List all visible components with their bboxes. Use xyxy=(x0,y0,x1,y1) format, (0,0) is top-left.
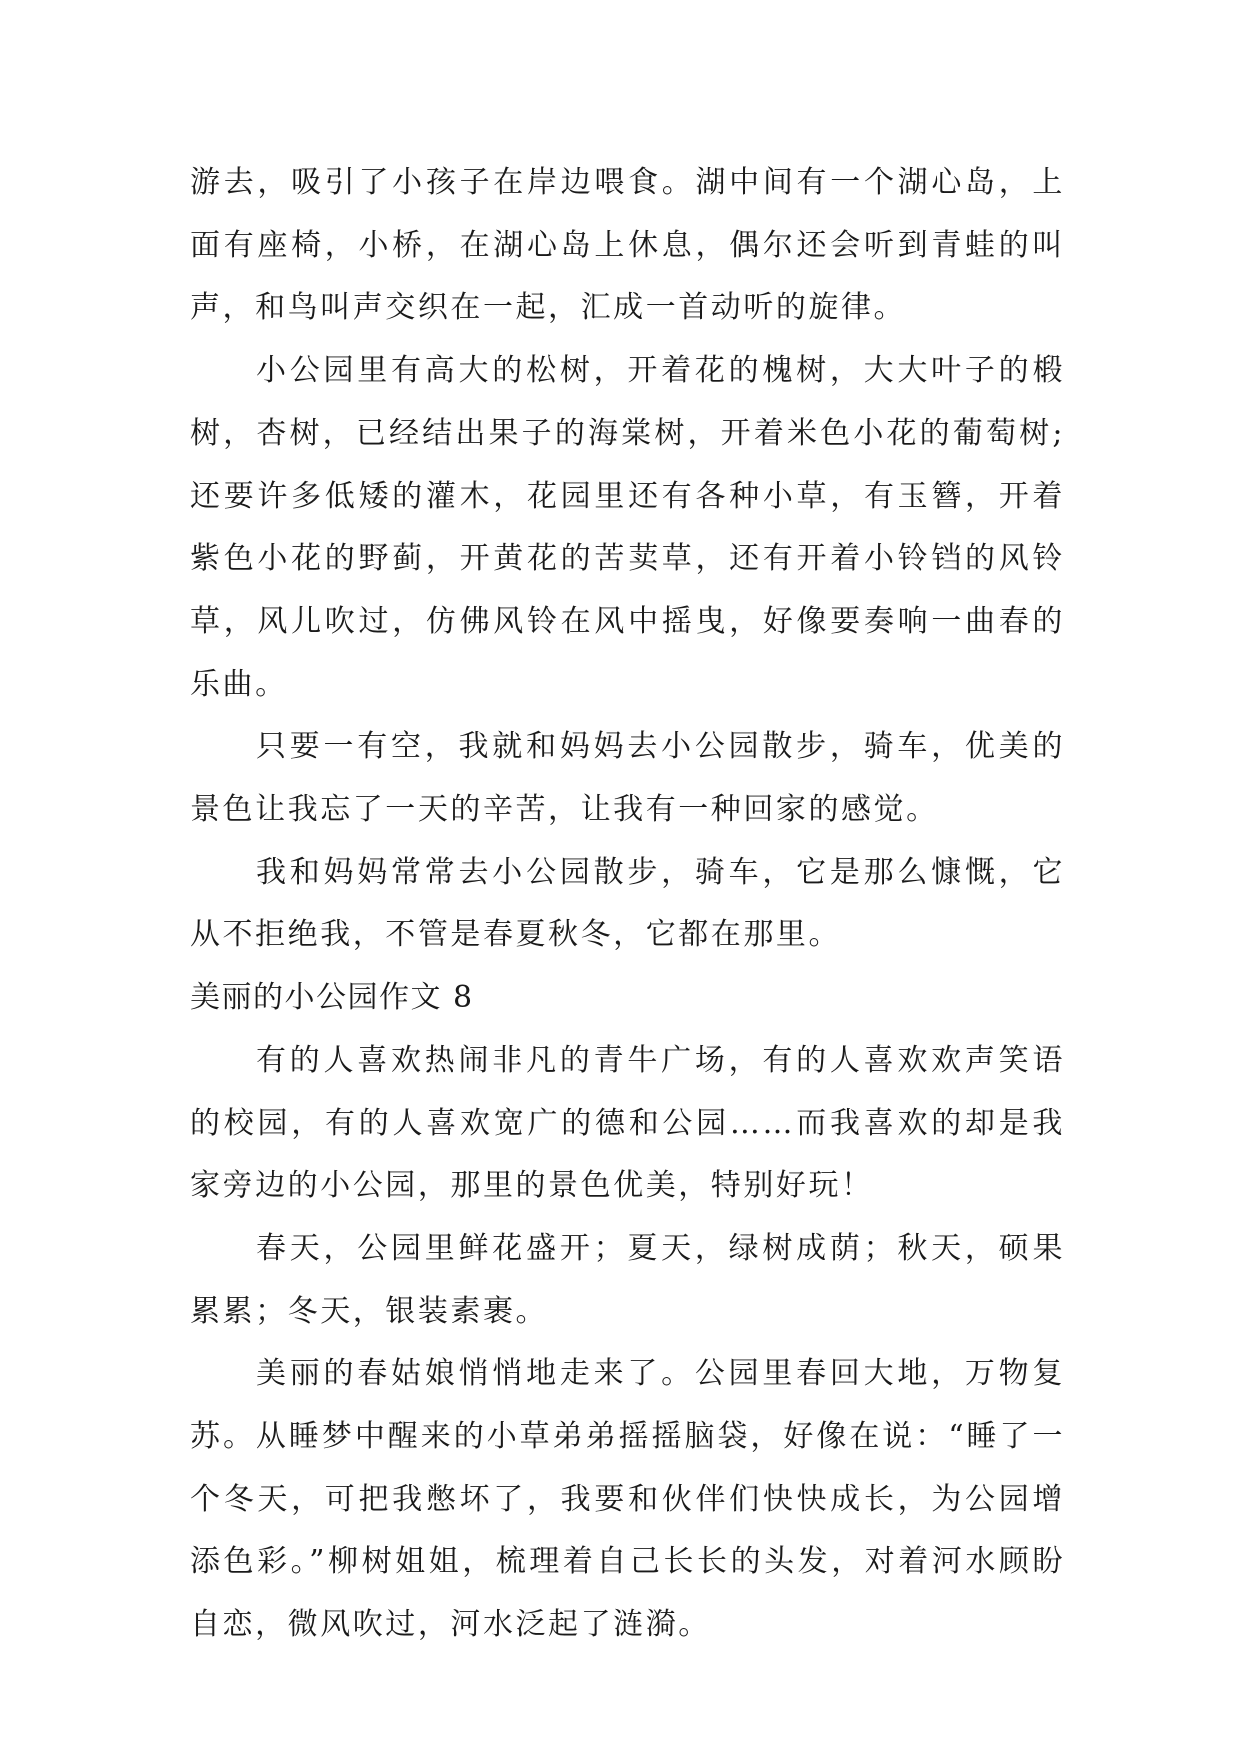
paragraph-lake-island: 游去，吸引了小孩子在岸边喂食。湖中间有一个湖心岛，上面有座椅，小桥，在湖心岛上休息，偶尔还会听到青蛙的叫声，和鸟叫声交织在一起，汇成一首动听的旋律。 xyxy=(190,165,1065,326)
paragraph-trees-and-flowers: 小公园里有高大的松树，开着花的槐树，大大叶子的椴树，杏树，已经结出果子的海棠树，开着米色小花的葡萄树;还要许多低矮的灌木，花园里还有各种小草，有玉簪，开着紫色小花的野蓟，开黄花的苦荬草，还有开着小铃铛的风铃草，风儿吹过，仿佛风铃在风中摇曳，好像要奏响一曲春的乐曲。 xyxy=(190,353,1065,702)
essay-heading: 美丽的小公园作文 8 xyxy=(190,980,474,1016)
document-body xyxy=(190,152,1065,1657)
paragraph-spring-arrives: 美丽的春姑娘悄悄地走来了。公园里春回大地，万物复苏。从睡梦中醒来的小草弟弟摇摇脑袋，好像在说：“睡了一个冬天，可把我憋坏了，我要和伙伴们快快成长，为公园增添色彩。”柳树姐姐，梳理着自己长长的头发，对着河水顾盼自恋，微风吹过，河水泛起了涟漪。 xyxy=(190,1356,1065,1643)
paragraph-favorite-places: 有的人喜欢热闹非凡的青牛广场，有的人喜欢欢声笑语的校园，有的人喜欢宽广的德和公园……而我喜欢的却是我家旁边的小公园，那里的景色优美，特别好玩！ xyxy=(190,1042,1065,1204)
paragraph-park-generous: 我和妈妈常常去小公园散步，骑车，它是那么慷慨，它从不拒绝我，不管是春夏秋冬，它都在那里。 xyxy=(190,854,1065,953)
paragraph-four-seasons: 春天，公园里鲜花盛开；夏天，绿树成荫；秋天，硕果累累；冬天，银装素裹。 xyxy=(190,1230,1065,1329)
paragraph-walks-with-mom: 只要一有空，我就和妈妈去小公园散步，骑车，优美的景色让我忘了一天的辛苦，让我有一种回家的感觉。 xyxy=(190,729,1065,828)
